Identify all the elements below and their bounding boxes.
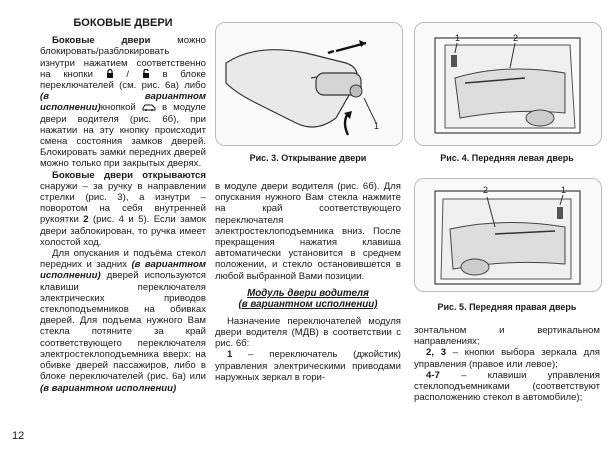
figure-5-caption: Рис. 5. Передняя правая дверь: [437, 302, 577, 312]
section-title: БОКОВЫЕ ДВЕРИ: [73, 17, 173, 29]
callout-1: 1: [455, 33, 461, 43]
paragraph-open: [40, 170, 206, 248]
text: можно блокировать/разблокировать изнутри нажатием соответственно на кнопки: [40, 35, 207, 80]
variant-note: (в вариантном исполнении): [40, 259, 206, 282]
text: снаружи – за ручку в направлении стрелки (рис. 3), а изнутри – поворотом на себя внутренней рукоятки: [40, 180, 206, 226]
subsection-title: Модуль двери водителя: [247, 287, 369, 299]
text: – переключатель (джойстик) управления электрическими приводами наружных зеркал в гори-: [215, 349, 401, 383]
text: (рис. 4 и 5). Если замок двери заблокирован, то ручка имеет холостой ход.: [40, 214, 206, 248]
variant-note: (в вариантном исполнении): [40, 382, 177, 394]
paragraph-lock: [40, 35, 206, 169]
text: Для опускания и подъёма стекол передних и задних: [40, 248, 206, 271]
term-doors-open: Боковые двери открываются: [52, 169, 206, 181]
text: – кнопки выбора зеркала для управления (правое или левое);: [414, 347, 600, 370]
paragraph-windows: [40, 248, 206, 394]
car-key-icon: [142, 102, 156, 111]
front-right-door-illustration: [415, 179, 601, 291]
callout-1: 1: [374, 121, 380, 131]
figure-4-caption: Рис. 4. Передняя левая дверь: [440, 153, 574, 163]
paragraph-lower-window: в модуле двери водителя (рис. 6б). Для опускания нужного Вам стекла нажмите на край соответствующего переключателя электростеклоподъемника вниз. После прекращения нажатия клавиша автоматически установится в среднем положении, и стекло остановившется в любой выбранной Вами позиции.: [215, 181, 401, 282]
text: в блоке переключателей (см. рис. 6а) либо: [40, 68, 206, 92]
paragraph-item-2-3: [414, 347, 600, 369]
text: – клавиши управления стеклоподъемниками (соответствуют расположению стекол в автомобиле);: [414, 369, 600, 404]
callout-2: 2: [513, 33, 519, 43]
column-left: [40, 18, 206, 394]
text: 2: [83, 214, 89, 226]
lock-closed-icon: [106, 69, 114, 78]
paragraph-item-4-7: [414, 370, 600, 404]
paragraph-item-1: [215, 349, 401, 383]
figure-door-opening: [215, 22, 403, 146]
paragraph-directions: зонтальном и вертикальном направлениях;: [414, 325, 600, 348]
figure-3-caption: Рис. 3. Открывание двери: [249, 153, 367, 163]
text: /: [113, 68, 142, 80]
text: в модуле двери водителя (рис. 6б), при нажатии на эту кнопку происходит смена состояния замков дверей. Блокировать замки передних дверей можно только при закрытых дверях.: [40, 102, 206, 170]
callout-2: 2: [483, 185, 489, 195]
page-number: 12: [12, 430, 25, 442]
subsection-variant: (в вариантном исполнении): [238, 298, 378, 310]
text: дверей используются клавиши переключателя электрических приводов стеклоподъемников на обивках дверей. Для подъема нужного Вам стекла потяните за край соответствующего переключателя электростеклоподъемника вверх: на обивке дверей пассажиров, либо в блоке переключателей (рис. 6а) или: [40, 270, 206, 383]
lock-open-icon: [142, 69, 150, 78]
term-side-doors: Боковые двери: [52, 35, 151, 47]
item-number: 4-7: [426, 369, 440, 381]
item-number: 1: [227, 349, 233, 361]
text: кнопкой: [100, 102, 142, 114]
item-number: 2, 3: [426, 347, 447, 359]
front-left-door-illustration: [415, 23, 601, 145]
column-middle: [215, 181, 401, 383]
column-right: [414, 325, 600, 403]
variant-note: (в вариантном исполнении): [40, 91, 206, 114]
subsection-heading: [215, 288, 401, 310]
callout-1: 1: [561, 185, 567, 195]
paragraph-mdv: Назначение переключателей модуля двери водителя (МДВ) в соответствии с рис. 6б:: [215, 315, 401, 350]
figure-front-left-door: [414, 22, 602, 146]
figure-front-right-door: [414, 178, 602, 292]
